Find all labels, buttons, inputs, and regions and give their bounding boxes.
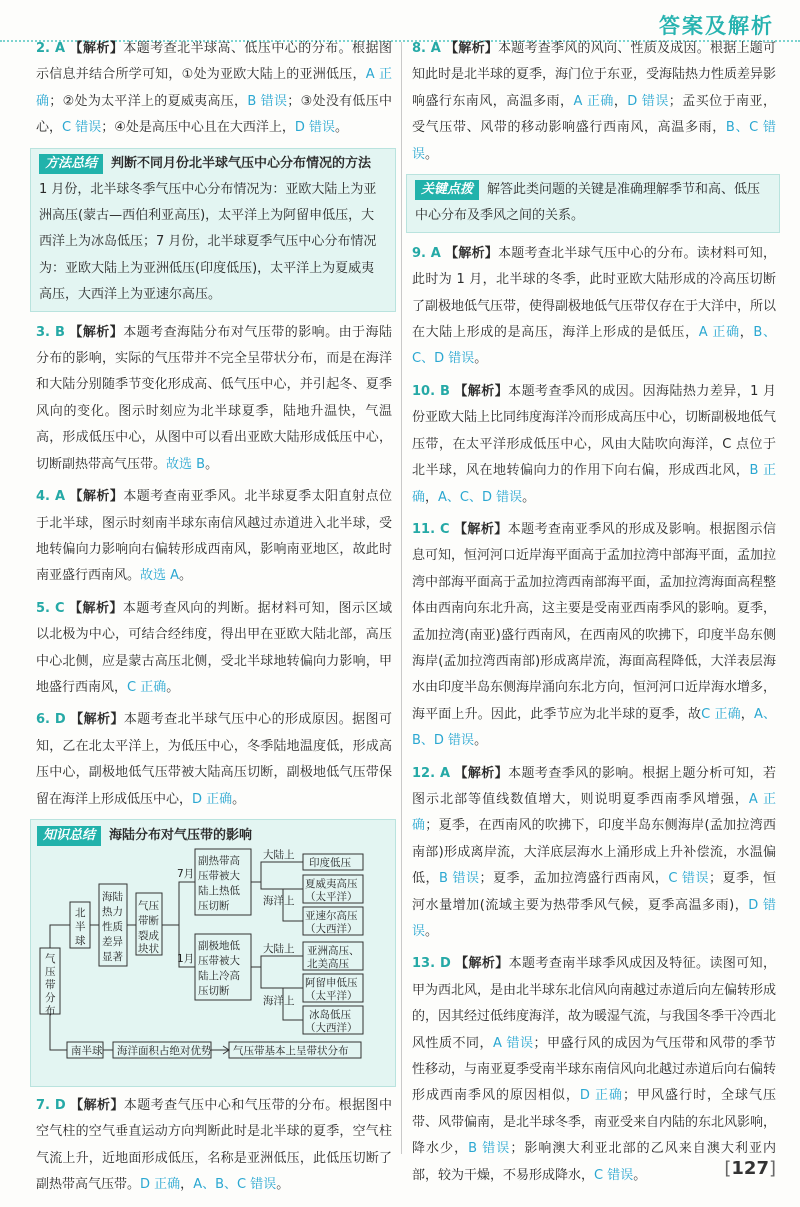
answer-text: 。 bbox=[276, 1177, 290, 1193]
diagram-label: 压 bbox=[45, 965, 56, 978]
answer-text: 。 bbox=[335, 120, 349, 136]
answer-11 bbox=[412, 517, 776, 755]
answer-text: 本题考查北半球气压中心的形成原因。据图可知，乙在北太平洋上，为低压中心，冬季陆地温度低，形成高压中心，副极地低气压带被大陆高压切断，副极地低气压带保留在海洋上形成低压中心， bbox=[36, 712, 392, 807]
option-judgement: A、B、C 错误 bbox=[193, 1177, 277, 1193]
answer-text: 本题考查季风的影响。根据上题分析可知，若图示北部等值线数值增大，则说明夏季西南季风增强， bbox=[412, 765, 776, 807]
answer-text: 。 bbox=[425, 146, 439, 162]
answer-text: 本题考查南亚季风的形成及影响。根据图示信息可知，恒河河口近岸海平面高于孟加拉湾中部海平面，孟加拉湾中部海平面高于孟加拉湾西南部海平面，孟加拉湾海面高程整体由西南向东北升高，这主要是受南亚西南季风的影响。夏季，孟加拉湾(南亚)盛行西南风，在西南风的吹拂下，印度半岛东侧海岸(孟加拉湾西南部)形成离岸流，海面高程降低，大洋表层海水由印度半岛东侧海岸涌向东北方向，恒河河口近岸海水增多，海平面上升。因此，此季节应为北半球的夏季，故 bbox=[412, 521, 777, 722]
answer-number: 6. D bbox=[36, 712, 66, 728]
diagram-iceland-ocean: （大西洋） bbox=[305, 1021, 358, 1034]
analysis-tag: 【解析】 bbox=[68, 324, 124, 340]
diagram-hawaii-label: 夏威夷高压 bbox=[305, 877, 358, 890]
diagram-label: 布 bbox=[45, 1004, 56, 1017]
page-bracket: [ bbox=[724, 1158, 732, 1179]
answer-text: 本题考查气压中心和气压带的分布。根据图中空气柱的空气垂直运动方向判断此时是北半球的夏季，空气柱气流上升，近地面形成低压，名称是亚洲低压，此低压切断了副热带高气压带。 bbox=[36, 1097, 392, 1193]
method-summary-body: 1 月份，北半球冬季气压中心分布情况为：亚欧大陆上为亚洲高压(蒙古—西伯利亚高压)，太平洋上为阿留申低压，大西洋上为冰岛低压；7 月份，北半球夏季气压中心分布情况为：亚欧大陆上为亚洲低压(印度低压)，太平洋上为夏威夷高压，大西洋上为亚速尔高压。 bbox=[39, 181, 377, 303]
answer-text: ；甲风盛行时，全球气压带、风带偏南，是北半球冬季，南亚受来自内陆的东北风影响，降水少， bbox=[412, 1088, 777, 1157]
answer-text: 。 bbox=[474, 733, 488, 749]
diagram-label: 热力 bbox=[102, 905, 123, 918]
answer-text: 本题考查风向的判断。据材料可知，图示区域以北极为中心，可结合经纬度，得出甲在亚欧大陆北部，高压中心北侧，应是蒙古高压北侧，受北半球地转偏向力影响，甲地盛行西南风， bbox=[36, 600, 392, 695]
answer-9 bbox=[412, 241, 776, 373]
option-judgement: B 错误 bbox=[247, 93, 288, 109]
diagram-asia-high-label: 亚洲高压、 bbox=[307, 944, 360, 957]
answer-text: 本题考查南亚季风。北半球夏季太阳直射点位于北半球，图示时刻南半球东南信风越过赤道进入北半球，受地转偏向力影响向右偏转形成西南风，影响南亚地区，故此时南亚盛行西南风。 bbox=[36, 489, 392, 584]
option-judgement: C 正确 bbox=[127, 679, 167, 695]
answer-text: 。 bbox=[179, 568, 193, 584]
diagram-ocean-label: 海洋上 bbox=[263, 894, 295, 907]
answer-text: 。 bbox=[232, 791, 246, 807]
answer-2 bbox=[36, 36, 392, 142]
answer-text: 。 bbox=[633, 1167, 647, 1183]
option-judgement: D 错误 bbox=[412, 897, 776, 939]
answer-text: ；夏季，孟加拉湾盛行西南风， bbox=[479, 871, 669, 887]
answer-text: ；甲盛行风的成因为气压带和风带的季节性移动，与南亚夏季受南半球东南信风向北越过赤道后向右偏转形成西南季风的原因相似， bbox=[412, 1035, 777, 1104]
option-judgement: A 正确 bbox=[698, 325, 740, 341]
answer-number: 8. A bbox=[412, 41, 441, 56]
answer-number: 5. C bbox=[36, 600, 65, 616]
answer-text: ；夏季，在西南风的吹拂下，印度半岛东侧海岸(孟加拉湾西南部)形成离岸流，大洋底层海水上涌形成上升补偿流，水温偏低， bbox=[412, 818, 776, 887]
diagram-jul-text bbox=[198, 854, 240, 912]
option-judgement: A 正确 bbox=[36, 67, 393, 109]
answer-4 bbox=[36, 484, 392, 590]
diagram-label: 气 bbox=[45, 952, 56, 965]
knowledge-summary-box bbox=[30, 819, 396, 1087]
diagram-label: 分 bbox=[45, 991, 56, 1004]
diagram-label: 性质 bbox=[102, 920, 123, 933]
answer-text: ；影响澳大利亚北部的乙风来自澳大利亚内部，较为干燥，不易形成降水， bbox=[412, 1141, 776, 1183]
diagram-snh-reason-label: 海洋面积占绝对优势 bbox=[117, 1044, 212, 1057]
analysis-tag: 【解析】 bbox=[444, 41, 499, 56]
method-summary-box bbox=[30, 148, 396, 312]
diagram-jul-label: 7月 bbox=[177, 867, 195, 880]
answer-text: ， bbox=[425, 489, 439, 505]
answer-text: ， bbox=[740, 706, 754, 722]
answer-text: ；③处没有低压中心， bbox=[36, 93, 392, 136]
page-bracket: ] bbox=[768, 1158, 776, 1179]
analysis-tag: 【解析】 bbox=[444, 245, 499, 261]
diagram-label: 副极地低 bbox=[198, 939, 240, 952]
answer-10 bbox=[412, 379, 776, 511]
answer-text: ；夏季，恒河水量增加(流域主要为热带季风气候，夏季高温多雨)， bbox=[412, 871, 776, 913]
answer-text: 。 bbox=[522, 489, 536, 505]
answer-text: 。 bbox=[474, 351, 488, 367]
answer-number: 7. D bbox=[36, 1097, 66, 1113]
option-judgement: A 正确 bbox=[412, 791, 776, 834]
diagram-root-text bbox=[45, 952, 56, 1017]
answer-number: 4. A bbox=[36, 489, 66, 505]
diagram-label: 显著 bbox=[102, 950, 123, 963]
diagram-label: 气压 bbox=[138, 899, 159, 912]
analysis-tag: 【解析】 bbox=[69, 41, 124, 56]
answer-8 bbox=[412, 36, 776, 168]
diagram-hawaii-ocean: （太平洋） bbox=[305, 890, 358, 903]
diagram-jan-text bbox=[198, 939, 240, 997]
pressure-belt-diagram bbox=[37, 846, 381, 1072]
right-column bbox=[412, 36, 776, 1195]
analysis-tag: 【解析】 bbox=[69, 1097, 124, 1113]
option-judgement: A、B、D 错误 bbox=[412, 706, 776, 749]
option-judgement: C 错误 bbox=[668, 871, 709, 887]
diagram-cause-text bbox=[102, 890, 123, 963]
page-number bbox=[724, 1158, 776, 1179]
answer-text: 本题考查海陆分布对气压带的影响。由于海陆分布的影响，实际的气压带并不完全呈带状分布，而是在海洋和大陆分别随季节变化形成高、低气压中心，并引起冬、夏季风向的变化。图示时刻应为北半球夏季，陆地升温快，气温高，形成低压中心，从图中可以看出亚欧大陆形成低压中心，切断副热带高气压带。 bbox=[36, 324, 392, 472]
answer-5 bbox=[36, 596, 392, 702]
option-judgement: A 错误 bbox=[493, 1035, 534, 1051]
diagram-label: 带断 bbox=[138, 914, 159, 927]
answer-13 bbox=[412, 951, 776, 1189]
answer-number: 12. A bbox=[412, 765, 451, 781]
answer-text: 本题考查北半球高、低压中心的分布。根据图示信息并结合所学可知，①处为亚欧大陆上的亚洲低压， bbox=[36, 41, 392, 83]
diagram-nbq-text bbox=[75, 907, 86, 947]
method-summary-badge: 方法总结 bbox=[39, 154, 103, 174]
knowledge-summary-title: 海陆分布对气压带的影响 bbox=[109, 827, 253, 843]
key-point-box bbox=[406, 174, 780, 233]
page-header-title: 答案及解析 bbox=[659, 14, 774, 38]
answer-number: 9. A bbox=[412, 245, 441, 261]
knowledge-summary-badge: 知识总结 bbox=[37, 826, 101, 846]
diagram-snh-label: 南半球 bbox=[71, 1044, 103, 1057]
option-judgement: B、C、D 错误 bbox=[412, 325, 776, 367]
answer-text: ；孟买位于南亚，受气压带、风带的移动影响盛行西南风，高温多雨， bbox=[412, 93, 776, 136]
diagram-land-label: 大陆上 bbox=[263, 848, 295, 861]
option-judgement: C 正确 bbox=[701, 706, 741, 722]
answer-text: 。 bbox=[166, 679, 180, 695]
diagram-azores-ocean: （大西洋） bbox=[305, 922, 358, 935]
diagram-label: 半 bbox=[75, 920, 86, 933]
diagram-label: 压切断 bbox=[198, 984, 230, 997]
diagram-label: 带 bbox=[45, 978, 56, 991]
diagram-jan-label: 1月 bbox=[177, 952, 195, 965]
diagram-label: 陆上冷高 bbox=[198, 969, 240, 982]
answer-text: 。 bbox=[425, 924, 439, 939]
analysis-tag: 【解析】 bbox=[69, 489, 124, 505]
diagram-label: 海陆 bbox=[102, 890, 123, 903]
diagram-ocean-label: 海洋上 bbox=[263, 994, 295, 1007]
diagram-aleutian-label: 阿留申低压 bbox=[305, 976, 358, 989]
answer-text: ， bbox=[739, 325, 754, 341]
diagram-indian-low-label: 印度低压 bbox=[309, 856, 351, 869]
diagram-label: 压带被大 bbox=[198, 954, 240, 967]
diagram-label: 压带被大 bbox=[198, 869, 240, 882]
answer-text: ；②处为太平洋上的夏威夷高压， bbox=[49, 93, 248, 109]
diagram-snh-result-label: 气压带基本上呈带状分布 bbox=[233, 1044, 349, 1057]
answer-text: 。 bbox=[205, 456, 219, 472]
option-judgement: B 正确 bbox=[412, 463, 776, 505]
answer-text: 本题考查北半球气压中心的分布。读材料可知，此时为 1 月，北半球的冬季，此时亚欧大陆形成的冷高压切断了副极地低气压带，使得副极地低气压带仅存在于大洋中，所以在大陆上形成的是高压，海洋上形成的是低压， bbox=[412, 245, 777, 341]
option-judgement: A 正确 bbox=[573, 93, 614, 109]
analysis-tag: 【解析】 bbox=[68, 600, 123, 616]
answer-7 bbox=[36, 1093, 392, 1199]
option-judgement: B 错误 bbox=[468, 1141, 511, 1157]
diagram-label: 球 bbox=[75, 934, 86, 947]
option-judgement: C 错误 bbox=[62, 120, 102, 136]
diagram-label: 裂成 bbox=[138, 929, 159, 942]
method-summary-title: 判断不同月份北半球气压中心分布情况的方法 bbox=[111, 155, 372, 171]
analysis-tag: 【解析】 bbox=[454, 765, 509, 781]
answer-3 bbox=[36, 320, 392, 478]
option-judgement: D 正确 bbox=[192, 791, 233, 807]
option-judgement: D 错误 bbox=[294, 120, 336, 136]
answer-number: 10. B bbox=[412, 383, 450, 399]
diagram-iceland-label: 冰岛低压 bbox=[309, 1008, 351, 1021]
diagram-effect-text bbox=[138, 899, 159, 955]
diagram-aleutian-ocean: （太平洋） bbox=[305, 989, 358, 1002]
analysis-tag: 【解析】 bbox=[453, 383, 509, 399]
key-point-body: 解答此类问题的关键是准确理解季节和高、低压中心分布及季风之间的关系。 bbox=[415, 182, 761, 224]
answer-text: 本题考查季风的成因。因海陆热力差异，1 月份亚欧大陆上比同纬度海洋冷而形成高压中心，切断副极地低气压带，在太平洋形成低压中心，风由大陆吹向海洋，C 点位于北半球，风在地转偏向力的作用下向右偏，形成西北风， bbox=[412, 383, 777, 479]
option-judgement: 故选 B bbox=[166, 456, 206, 472]
answer-text: ；④处是高压中心且在大西洋上， bbox=[101, 120, 295, 136]
answer-number: 2. A bbox=[36, 41, 66, 56]
answer-12 bbox=[412, 761, 776, 946]
page-number-value: 127 bbox=[731, 1158, 769, 1179]
left-column bbox=[36, 36, 392, 1205]
answer-text: 本题考查季风的风向、性质及成因。根据上题可知此时是北半球的夏季，海门位于东亚，受海陆热力性质差异影响盛行东南风，高温多雨， bbox=[412, 41, 777, 109]
option-judgement: B、C 错误 bbox=[412, 120, 776, 162]
diagram-label: 差异 bbox=[102, 935, 123, 948]
option-judgement: A、C、D 错误 bbox=[438, 489, 523, 505]
analysis-tag: 【解析】 bbox=[69, 712, 124, 728]
answer-text: ， bbox=[180, 1177, 194, 1193]
answer-number: 3. B bbox=[36, 324, 65, 340]
analysis-tag: 【解析】 bbox=[453, 521, 508, 537]
option-judgement: D 正确 bbox=[579, 1088, 624, 1104]
option-judgement: 故选 A bbox=[140, 568, 180, 584]
option-judgement: C 错误 bbox=[594, 1167, 634, 1183]
diagram-label: 北 bbox=[75, 906, 86, 919]
diagram-land-label: 大陆上 bbox=[263, 942, 295, 955]
answer-number: 13. D bbox=[412, 956, 451, 972]
diagram-label: 陆上热低 bbox=[198, 884, 240, 897]
answer-text: 本题考查南半球季风成因及特征。读图可知，甲为西北风，是由北半球东北信风向南越过赤道后向左偏转形成的，因其经过低纬度海洋，故为暖湿气流，与我国冬季干冷西北风性质不同， bbox=[412, 956, 777, 1051]
diagram-label: 副热带高 bbox=[198, 854, 240, 867]
answer-number: 11. C bbox=[412, 521, 450, 537]
answer-text: ， bbox=[613, 93, 628, 109]
diagram-asia-high-label: 北美高压 bbox=[307, 957, 349, 970]
diagram-azores-label: 亚速尔高压 bbox=[305, 909, 358, 922]
column-divider bbox=[401, 42, 402, 1154]
option-judgement: D 错误 bbox=[627, 93, 669, 109]
answer-6 bbox=[36, 707, 392, 813]
option-judgement: D 正确 bbox=[140, 1177, 181, 1193]
option-judgement: B 错误 bbox=[438, 871, 480, 887]
diagram-label: 压切断 bbox=[198, 899, 230, 912]
analysis-tag: 【解析】 bbox=[454, 956, 509, 972]
diagram-label: 块状 bbox=[138, 942, 159, 955]
key-point-badge: 关键点拨 bbox=[415, 180, 479, 200]
